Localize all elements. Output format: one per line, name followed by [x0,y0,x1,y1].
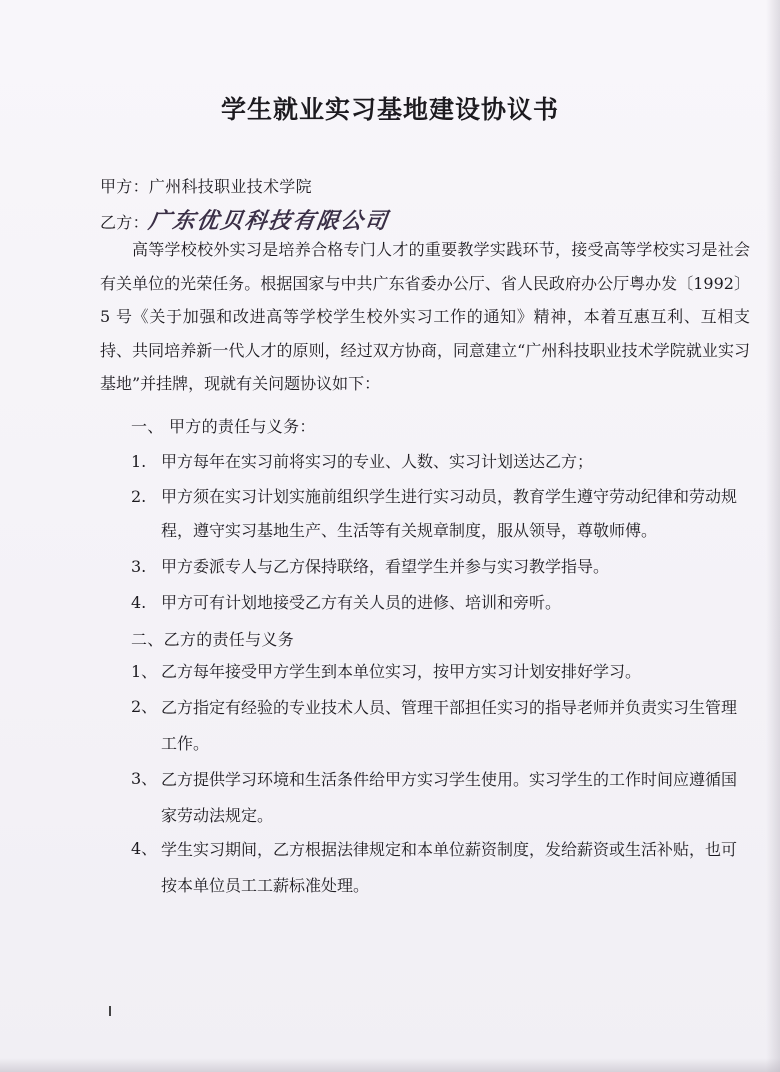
binding-mark [109,1006,111,1016]
section2-item-2 [131,690,751,762]
section2-item-4-text: 学生实习期间，乙方根据法律规定和本单位薪资制度，发给薪资或生活补贴，也可按本单位员工工薪标准处理。 [161,840,738,895]
section1-item-4-num: 4. [131,593,147,612]
section2-item-1-num: 1、 [131,662,158,681]
page-edge-shadow-bottom [0,1058,780,1072]
section1-item-1 [131,445,751,478]
party-a-line [100,174,312,197]
section2-item-4 [131,832,751,904]
section1-item-3-num: 3. [131,557,147,576]
section1-item-2 [131,480,751,548]
party-a-label: 甲方： [100,177,149,196]
section1-item-2-text: 甲方须在实习计划实施前组织学生进行实习动员，教育学生遵守劳动纪律和劳动规程，遵守实习基地生产、生活等有关规章制度，服从领导，尊敬师傅。 [161,487,738,540]
document-title: 学生就业实习基地建设协议书 [220,95,559,124]
section1-item-4 [131,586,751,619]
section1-heading: 一、 甲方的责任与义务： [131,417,316,436]
section2-item-4-num: 4、 [131,839,158,858]
party-b-line [100,204,389,235]
section2-item-2-text: 乙方指定有经验的专业技术人员、管理干部担任实习的指导老师并负责实习生管理工作。 [161,698,738,753]
party-b-handwritten-signature: 广东优贝科技有限公司 [146,209,391,234]
section2-item-3-num: 3、 [131,769,158,788]
section1-item-4-text: 甲方可有计划地接受乙方有关人员的进修、培训和旁听。 [161,593,562,612]
page-edge-shadow-right [766,0,780,1072]
intro-paragraph: 高等学校校外实习是培养合格专门人才的重要教学实践环节，接受高等学校实习是社会有关单位的光荣任务。根据国家与中共广东省委办公厅、省人民政府办公厅粤办发〔1992〕5 号《关于加强和改进高等学校学生校外实习工作的通知》精神，本着互惠互利、互相支持、共同培养新一代人才的原则，经过双方协商，同意建立“广州科技职业技术学院就业实习基地”并挂牌，现就有关问题协议如下： [100,240,750,393]
section2-heading: 二、乙方的责任与义务 [131,630,295,649]
section1-item-2-num: 2. [131,487,147,506]
section2-item-1 [131,655,751,688]
section1-item-3-text: 甲方委派专人与乙方保持联络，看望学生并参与实习教学指导。 [161,557,610,576]
party-a-name: 广州科技职业技术学院 [148,177,312,196]
party-b-label: 乙方： [100,213,149,232]
section1-item-1-text: 甲方每年在实习前将实习的专业、人数、实习计划送达乙方； [161,452,594,471]
section1-item-3 [131,550,751,583]
section2-item-2-num: 2、 [131,697,158,716]
section2-item-1-text: 乙方每年接受甲方学生到本单位实习，按甲方实习计划安排好学习。 [161,662,642,681]
section2-item-3 [131,762,751,834]
section2-item-3-text: 乙方提供学习环境和生活条件给甲方实习学生使用。实习学生的工作时间应遵循国家劳动法规定。 [161,770,738,825]
section1-item-1-num: 1. [131,452,147,471]
